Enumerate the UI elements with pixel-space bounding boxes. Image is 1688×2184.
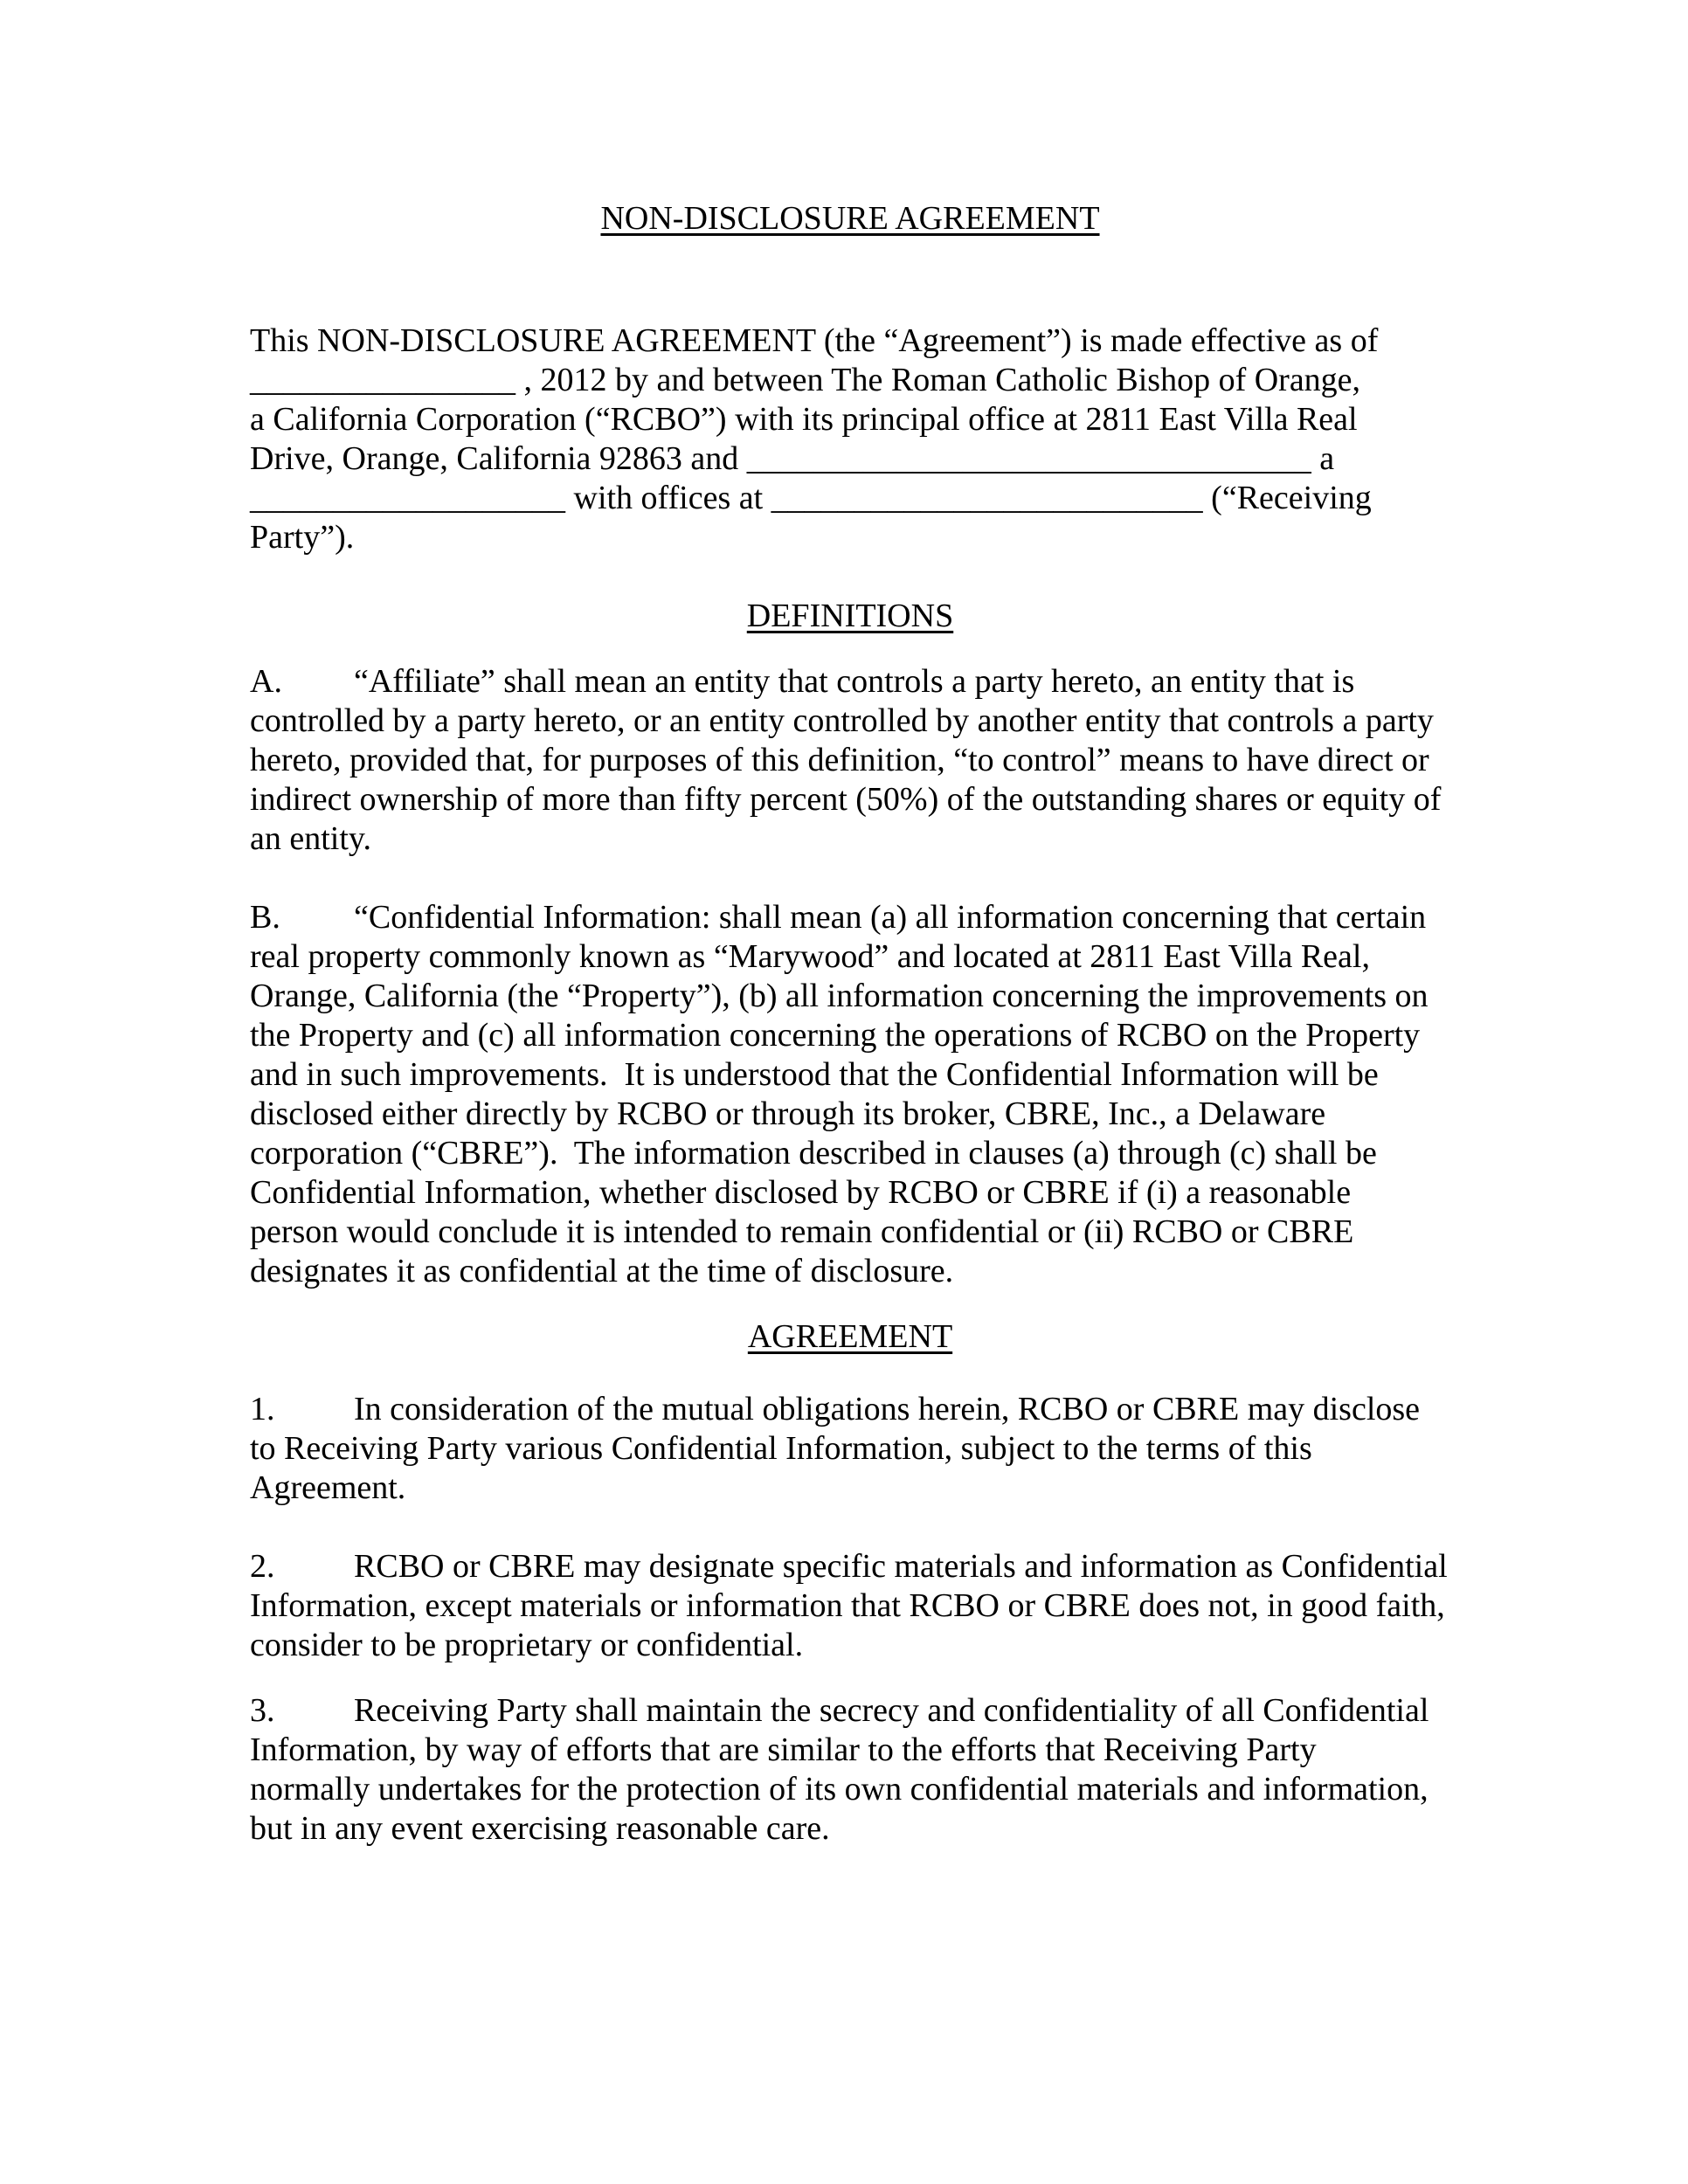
- text-line: Drive, Orange, California 92863 and __________________________________ a: [250, 440, 1335, 477]
- document-title: NON-DISCLOSURE AGREEMENT: [600, 200, 1100, 237]
- text-line: corporation (“CBRE”). The information described in clauses (a) through (c) shall be: [250, 1135, 1377, 1171]
- paragraph-marker: 2.: [250, 1548, 275, 1585]
- text-line: indirect ownership of more than fifty percent (50%) of the outstanding shares or equity of: [250, 781, 1442, 818]
- text-line: ________________ , 2012 by and between The Roman Catholic Bishop of Orange,: [250, 362, 1361, 398]
- text-line: to Receiving Party various Confidential Information, subject to the terms of this: [250, 1430, 1312, 1467]
- text-line: This NON-DISCLOSURE AGREEMENT (the “Agreement”) is made effective as of: [250, 322, 1379, 359]
- text-line: B. “Confidential Information: shall mean (a) all information concerning that certain: [250, 899, 1427, 936]
- text-line: real property commonly known as “Marywood” and located at 2811 East Villa Real,: [250, 938, 1370, 975]
- paragraph-marker: 3.: [250, 1692, 275, 1729]
- text-line: normally undertakes for the protection of its own confidential materials and information,: [250, 1771, 1429, 1807]
- text-line: 1. In consideration of the mutual obligations herein, RCBO or CBRE may disclose: [250, 1391, 1421, 1427]
- text-line: person would conclude it is intended to remain confidential or (ii) RCBO or CBRE: [250, 1213, 1354, 1250]
- agreement-paragraph-1: [250, 1390, 1450, 1508]
- text-line: designates it as confidential at the time of disclosure.: [250, 1253, 954, 1289]
- section-heading-agreement: AGREEMENT: [747, 1318, 953, 1355]
- definition-paragraph-a: [250, 662, 1450, 859]
- text-line: controlled by a party hereto, or an entity controlled by another entity that controls a party: [250, 702, 1434, 739]
- text-line: Confidential Information, whether disclosed by RCBO or CBRE if (i) a reasonable: [250, 1174, 1352, 1211]
- agreement-paragraph-2: [250, 1547, 1450, 1665]
- text-line: consider to be proprietary or confidential.: [250, 1627, 804, 1663]
- text-line: 3. Receiving Party shall maintain the secrecy and confidentiality of all Confidential: [250, 1692, 1429, 1729]
- text-line: Information, except materials or information that RCBO or CBRE does not, in good faith,: [250, 1587, 1445, 1624]
- text-line: Information, by way of efforts that are similar to the efforts that Receiving Party: [250, 1731, 1317, 1768]
- paragraph-marker: 1.: [250, 1391, 275, 1427]
- text-line: disclosed either directly by RCBO or through its broker, CBRE, Inc., a Delaware: [250, 1095, 1326, 1132]
- text-line: Party”).: [250, 519, 355, 556]
- text-line: A. “Affiliate” shall mean an entity that controls a party hereto, an entity that is: [250, 663, 1355, 700]
- text-line: hereto, provided that, for purposes of this definition, “to control” means to have direct or: [250, 742, 1429, 778]
- intro-paragraph: [250, 321, 1450, 557]
- paragraph-marker: A.: [250, 663, 282, 700]
- text-line: ___________________ with offices at __________________________ (“Receiving: [250, 480, 1372, 516]
- text-line: and in such improvements. It is understood that the Confidential Information will be: [250, 1056, 1379, 1093]
- paragraph-marker: B.: [250, 899, 280, 936]
- text-line: an entity.: [250, 820, 371, 857]
- section-heading-definitions: DEFINITIONS: [746, 598, 954, 634]
- text-line: Agreement.: [250, 1469, 406, 1506]
- text-line: Orange, California (the “Property”), (b) all information concerning the improvements on: [250, 978, 1429, 1014]
- text-line: a California Corporation (“RCBO”) with its principal office at 2811 East Villa Real: [250, 401, 1358, 438]
- definition-paragraph-b: [250, 898, 1450, 1291]
- agreement-paragraph-3: [250, 1691, 1450, 1849]
- text-line: but in any event exercising reasonable care.: [250, 1810, 830, 1847]
- text-line: the Property and (c) all information concerning the operations of RCBO on the Property: [250, 1017, 1421, 1054]
- text-line: 2. RCBO or CBRE may designate specific materials and information as Confidential: [250, 1548, 1448, 1585]
